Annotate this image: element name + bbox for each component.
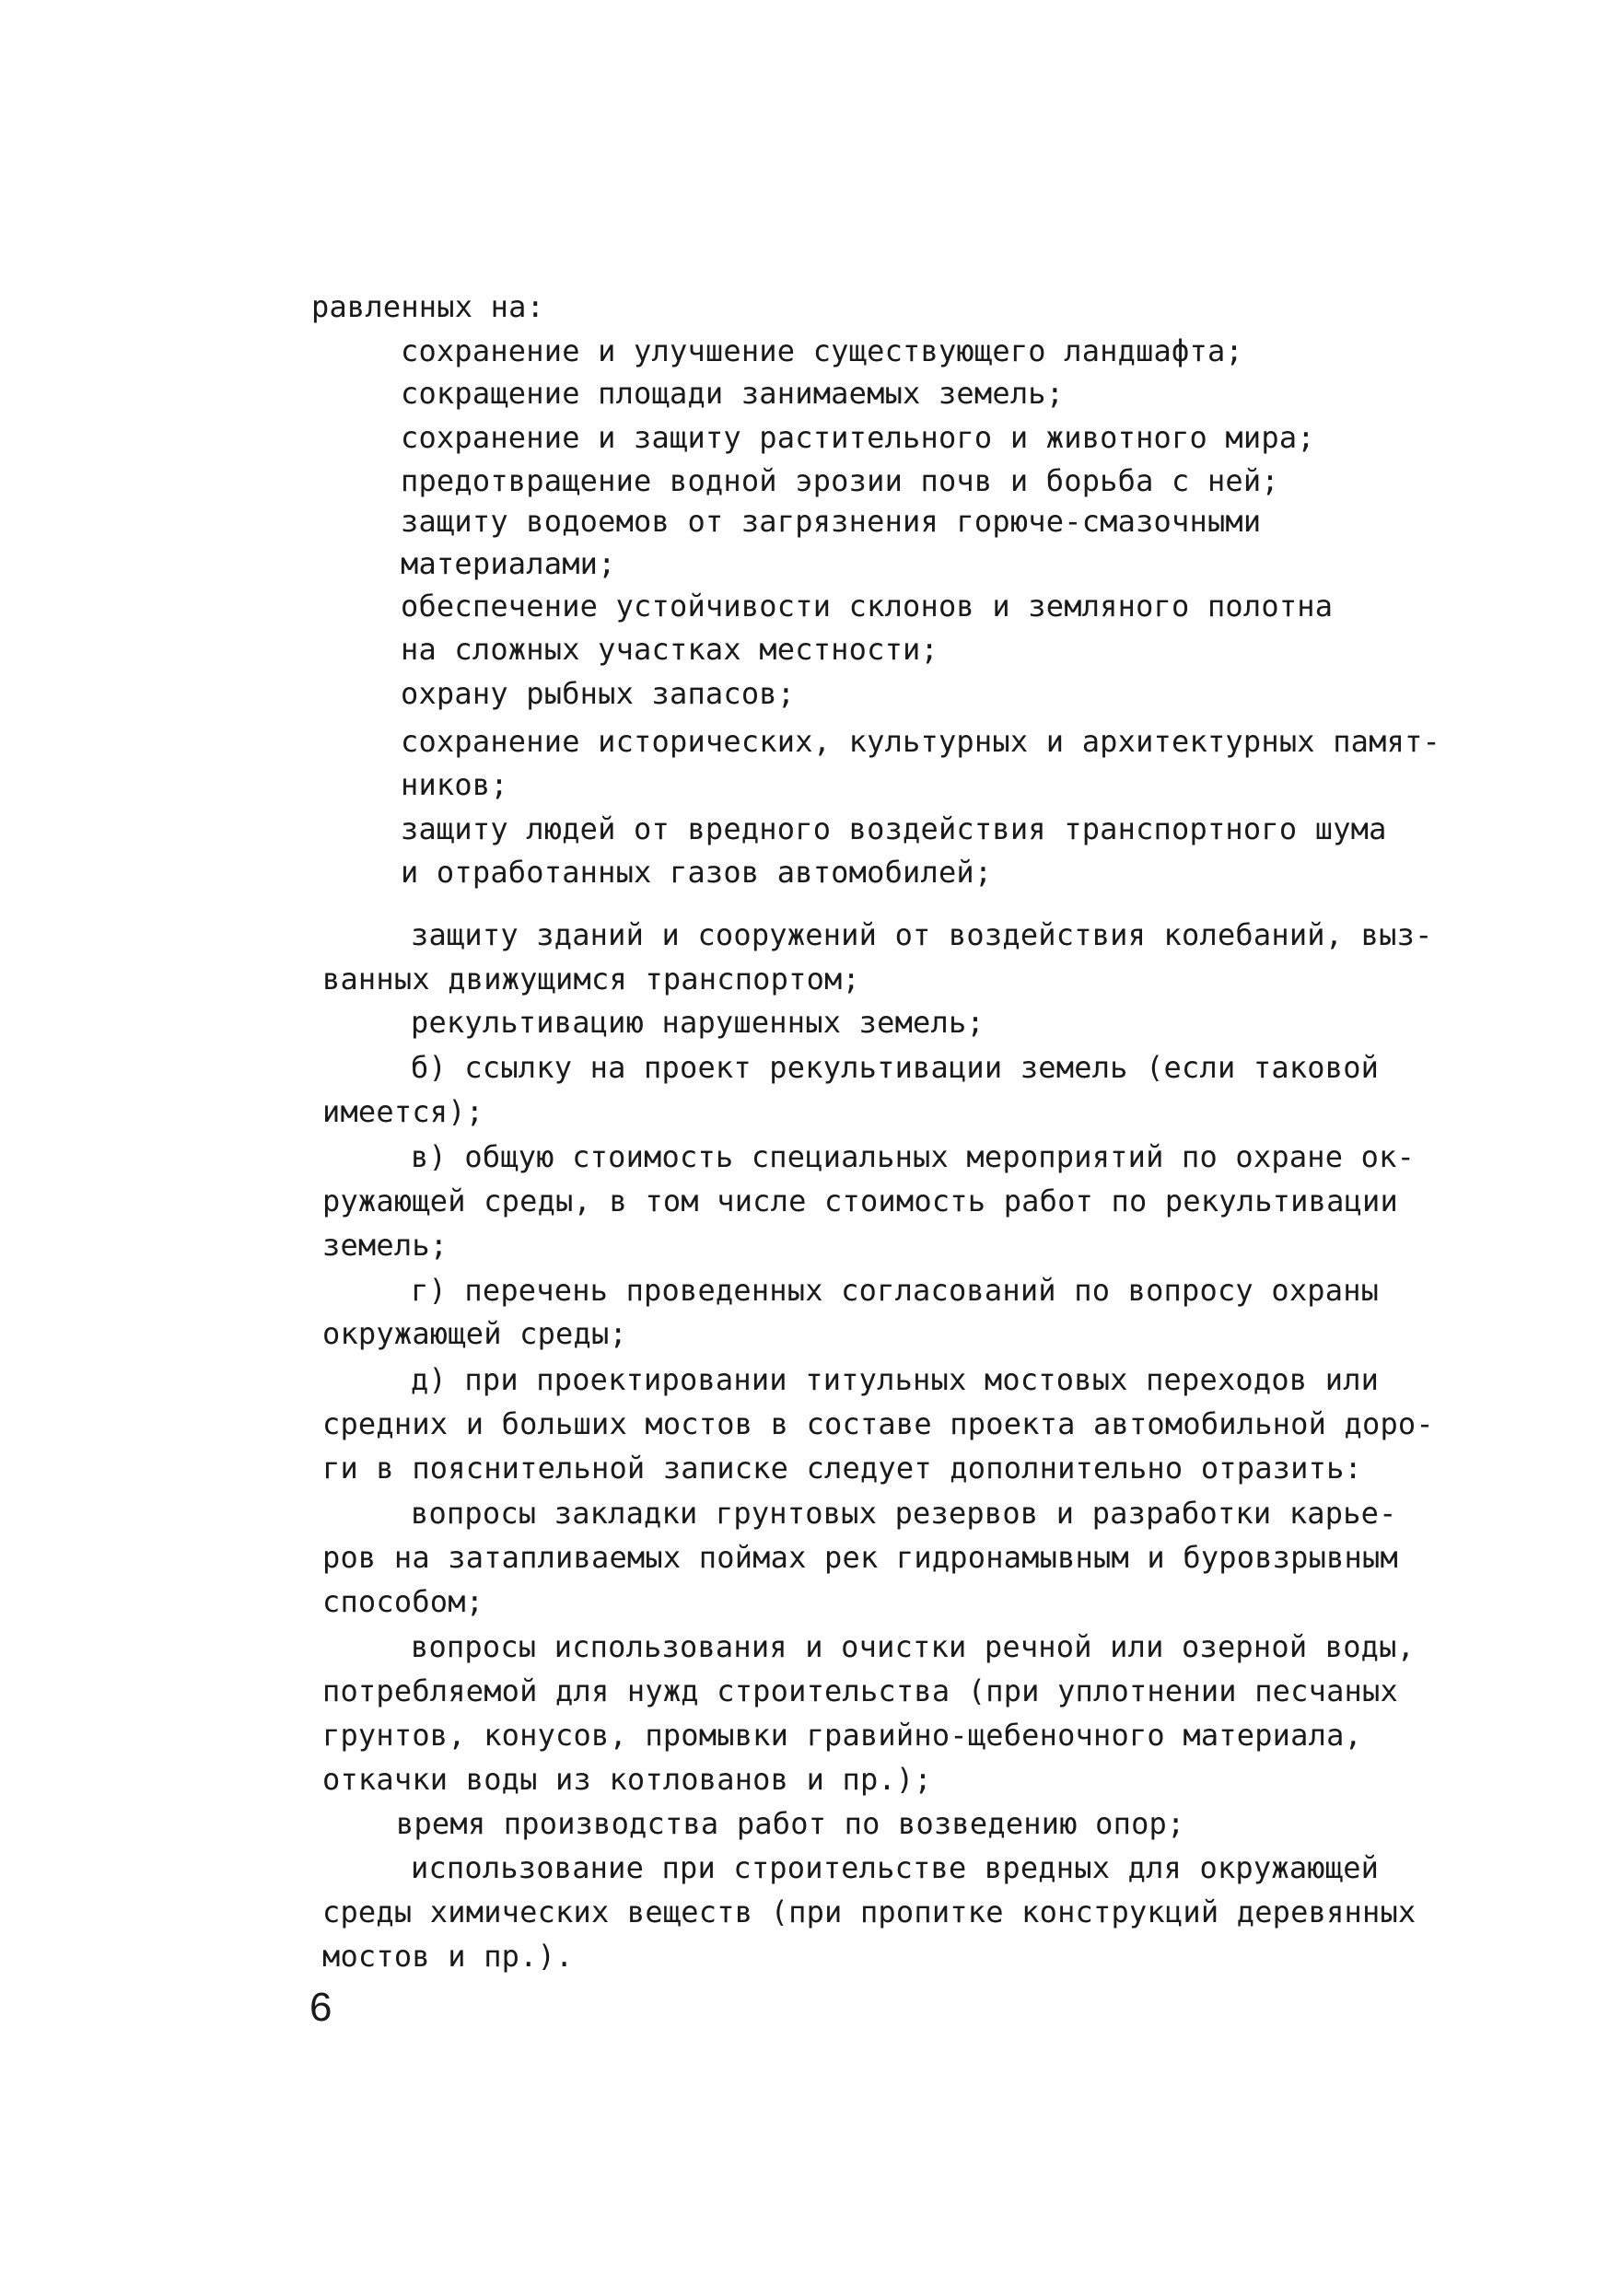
text-line: г) перечень проведенных согласований по вопросу охраны (411, 1273, 1380, 1308)
text-line: сохранение исторических, культурных и архитектурных памят- (401, 724, 1441, 759)
text-line: грунтов, конусов, промывки гравийно-щебеночного материала, (322, 1718, 1363, 1753)
text-line: способом; (322, 1584, 484, 1619)
text-line: д) при проектировании титульных мостовых переходов или (411, 1362, 1380, 1397)
text-line: вопросы использования и очистки речной или озерной воды, (411, 1629, 1416, 1664)
text-line: сохранение и защиту растительного и животного мира; (401, 420, 1315, 455)
page-number: 6 (309, 1985, 332, 2030)
text-line: использование при строительстве вредных для окружающей (411, 1850, 1380, 1885)
text-line: в) общую стоимость специальных мероприятий по охране ок- (411, 1139, 1416, 1174)
text-line: ванных движущимся транспортом; (322, 962, 860, 996)
text-line: земель; (322, 1228, 449, 1263)
text-line: откачки воды из котлованов и пр.); (322, 1762, 932, 1797)
text-line: время производства работ по возведению опор; (396, 1806, 1185, 1841)
text-line: защиту людей от вредного воздействия транспортного шума (401, 811, 1387, 846)
text-line: на сложных участках местности; (401, 632, 939, 667)
text-line: ников; (401, 767, 508, 802)
text-line: сокращение площади занимаемых земель; (401, 376, 1065, 411)
text-line: вопросы закладки грунтовых резервов и разработки карье- (411, 1496, 1397, 1531)
text-line: ги в пояснительной записке следует дополнительно отразить: (322, 1451, 1363, 1486)
text-line: рекультивацию нарушенных земель; (411, 1005, 985, 1040)
text-line: охрану рыбных запасов; (401, 676, 796, 711)
text-line: средних и больших мостов в составе проекта автомобильной доро- (322, 1406, 1434, 1441)
text-line: имеется); (322, 1094, 484, 1129)
text-line: ров на затапливаемых поймах рек гидронамывным и буровзрывным (322, 1540, 1398, 1575)
text-line: окружающей среды; (322, 1316, 627, 1351)
text-line: равленных на: (311, 289, 545, 324)
text-line: защиту водоемов от загрязнения горюче-смазочными (401, 504, 1262, 539)
text-line: обеспечение устойчивости склонов и земляного полотна (401, 589, 1334, 624)
text-line: и отработанных газов автомобилей; (401, 855, 993, 890)
text-line: б) ссылку на проект рекультивации земель (если таковой (411, 1050, 1380, 1085)
text-line: ружающей среды, в том числе стоимость работ по рекультивации (322, 1183, 1398, 1218)
text-line: материалами; (401, 546, 616, 581)
text-line: предотвращение водной эрозии почв и борьба с ней; (401, 463, 1279, 498)
text-line: защиту зданий и сооружений от воздействия колебаний, выз- (411, 917, 1433, 952)
text-line: среды химических веществ (при пропитке конструкций деревянных (322, 1894, 1417, 1929)
text-line: мостов и пр.). (322, 1939, 574, 1974)
text-line: сохранение и улучшение существующего ландшафта; (401, 333, 1243, 368)
text-line: потребляемой для нужд строительства (при уплотнении песчаных (322, 1673, 1398, 1708)
